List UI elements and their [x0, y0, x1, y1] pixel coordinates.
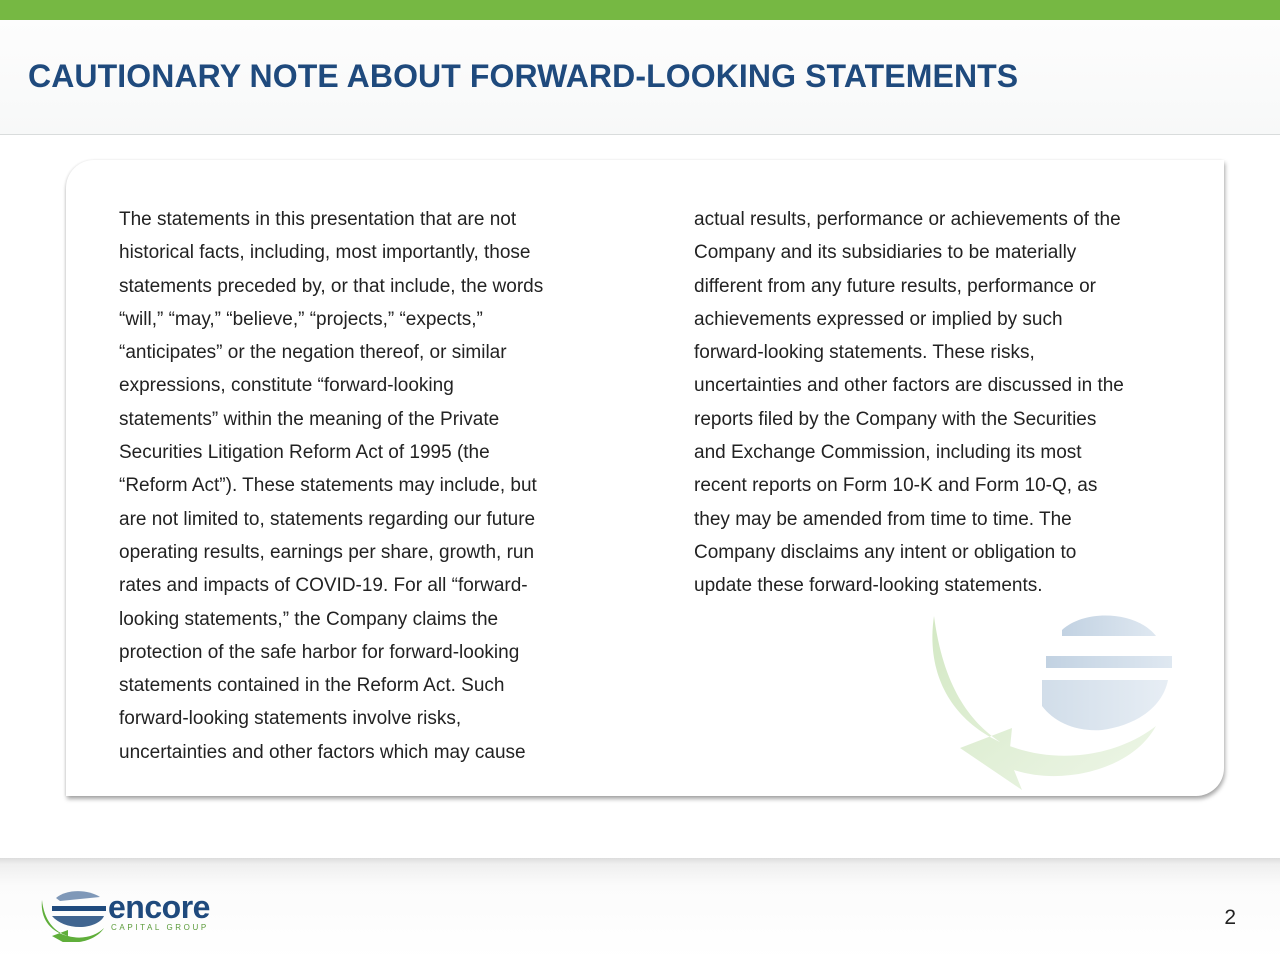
text-line: different from any future results, performance or [694, 275, 1096, 297]
title-band [0, 20, 1280, 135]
text-line: historical facts, including, most importantly, those [119, 242, 531, 264]
logo-tagline: CAPITAL GROUP [111, 923, 209, 932]
top-accent-bar [0, 0, 1280, 20]
text-line: operating results, earnings per share, growth, run [119, 541, 535, 563]
text-line: actual results, performance or achievements of the [694, 209, 1121, 230]
text-line: are not limited to, statements regarding our future [119, 508, 536, 530]
text-line: recent reports on Form 10-K and Form 10-Q, as [694, 475, 1098, 497]
text-line: achievements expressed or implied by such [694, 308, 1063, 330]
text-line: looking statements,” the Company claims the [119, 608, 499, 630]
page-number: 2 [1224, 906, 1236, 929]
text-line: statements preceded by, or that include, the words [119, 275, 544, 297]
right-text-column [694, 203, 1124, 603]
text-line: “anticipates” or the negation thereof, or similar [119, 342, 507, 364]
text-line: The statements in this presentation that are not [119, 209, 517, 230]
text-line: they may be amended from time to time. The [694, 508, 1072, 530]
text-line: “Reform Act”). These statements may include, but [119, 475, 537, 497]
text-line: reports filed by the Company with the Securities [694, 408, 1097, 430]
text-line: forward-looking statements. These risks, [694, 342, 1035, 364]
text-line: expressions, constitute “forward-looking [119, 375, 454, 397]
content-card [66, 160, 1224, 796]
text-line: uncertainties and other factors which may cause [119, 741, 526, 763]
text-line: protection of the safe harbor for forward-looking [119, 641, 520, 663]
encore-swoosh-watermark-icon [926, 610, 1176, 790]
text-line: statements contained in the Reform Act. Such [119, 675, 505, 697]
page-title: CAUTIONARY NOTE ABOUT FORWARD-LOOKING STATEMENTS [28, 58, 1019, 94]
logo-wordmark: encore [108, 889, 210, 925]
text-line: update these forward-looking statements. [694, 575, 1043, 597]
left-text-column [119, 203, 543, 769]
text-line: uncertainties and other factors are discussed in the [694, 375, 1124, 397]
text-line: Securities Litigation Reform Act of 1995 (the [119, 442, 490, 464]
text-line: Company disclaims any intent or obligation to [694, 541, 1077, 563]
text-line: forward-looking statements involve risks, [119, 708, 462, 730]
text-line: “will,” “may,” “believe,” “projects,” “expects,” [119, 308, 483, 330]
text-line: statements” within the meaning of the Private [119, 408, 500, 430]
text-line: rates and impacts of COVID-19. For all “forward- [119, 575, 528, 597]
text-line: and Exchange Commission, including its most [694, 442, 1082, 464]
text-line: Company and its subsidiaries to be materially [694, 242, 1077, 264]
